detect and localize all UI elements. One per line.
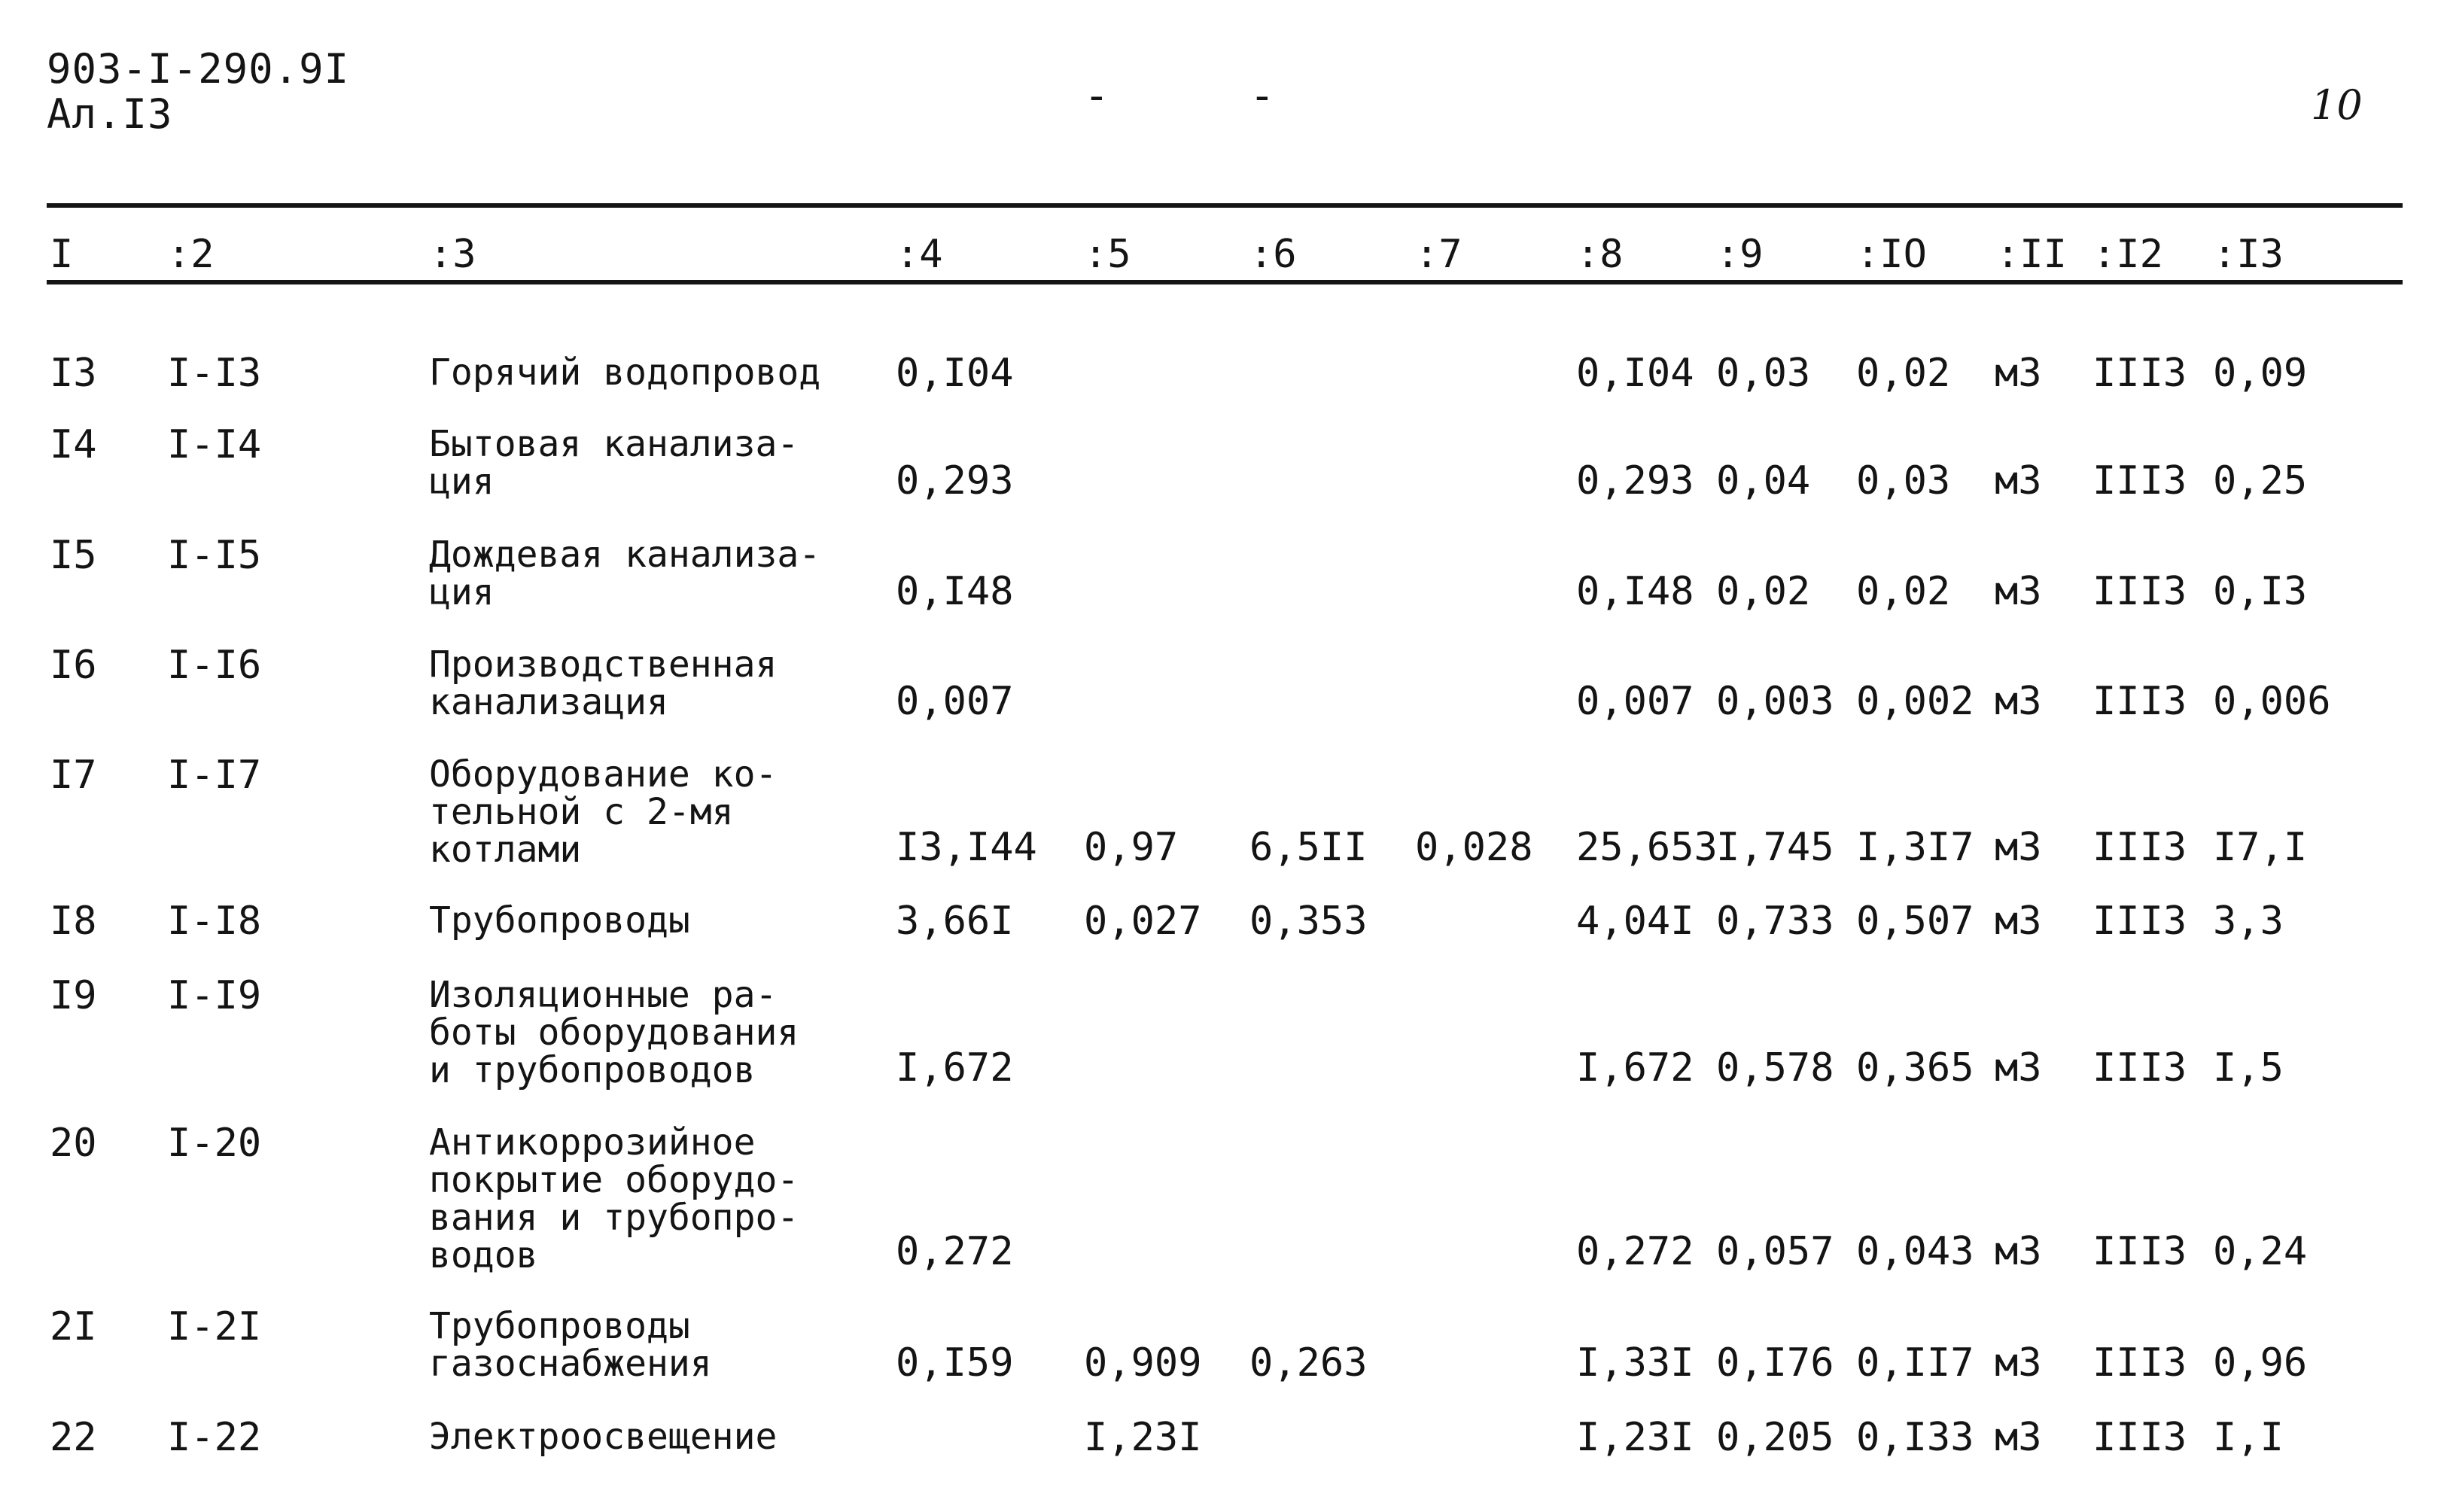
- column-header-5: :5: [1084, 232, 1131, 277]
- work-name: Трубопроводы газоснабжения: [429, 1305, 712, 1385]
- value-col-4: 0,I59: [896, 1340, 1014, 1386]
- value-col-10: 0,507: [1856, 899, 1974, 944]
- value-col-13: 0,96: [2213, 1340, 2308, 1386]
- value-col-9: 0,03: [1716, 351, 1811, 396]
- value-col-9: 0,057: [1716, 1229, 1834, 1274]
- value-col-8: 25,653: [1576, 825, 1718, 870]
- value-col-10: 0,02: [1856, 569, 1951, 614]
- column-header-3: :3: [429, 232, 476, 277]
- value-col-9: 0,205: [1716, 1415, 1834, 1460]
- work-name: Бытовая канализа- ция: [429, 423, 799, 503]
- value-col-13: 0,24: [2213, 1229, 2308, 1274]
- value-col-8: I,23I: [1576, 1415, 1694, 1460]
- dash-mark-2: -: [1249, 71, 1275, 120]
- row-number: I3: [50, 351, 97, 396]
- column-header-2: :2: [167, 232, 215, 277]
- unit: м3: [1995, 1045, 2042, 1091]
- column-header-1: I: [50, 232, 74, 277]
- value-col-7: 0,028: [1415, 825, 1533, 870]
- unit: м3: [1995, 679, 2042, 724]
- value-col-5: 0,97: [1084, 825, 1179, 870]
- value-col-6: 0,263: [1249, 1340, 1368, 1386]
- document-code-line-2: Ал.I3: [47, 90, 173, 138]
- work-name: Трубопроводы: [429, 899, 690, 942]
- value-col-10: 0,I33: [1856, 1415, 1974, 1460]
- value-col-9: 0,04: [1716, 458, 1811, 503]
- value-col-9: 0,02: [1716, 569, 1811, 614]
- row-number: I9: [50, 973, 97, 1018]
- code-col-12: III3: [2092, 569, 2187, 614]
- row-code: I-I8: [167, 899, 262, 944]
- row-code: I-I7: [167, 753, 262, 798]
- row-number: I7: [50, 753, 97, 798]
- column-header-12: :I2: [2092, 232, 2163, 277]
- row-number: I5: [50, 533, 97, 578]
- value-col-8: 0,007: [1576, 679, 1694, 724]
- row-code: I-20: [167, 1121, 262, 1166]
- column-header-9: :9: [1716, 232, 1764, 277]
- code-col-12: III3: [2092, 1415, 2187, 1460]
- value-col-10: 0,043: [1856, 1229, 1974, 1274]
- value-col-13: I,I: [2213, 1415, 2284, 1460]
- page-number: 10: [2311, 81, 2363, 129]
- unit: м3: [1995, 569, 2042, 614]
- value-col-8: 4,04I: [1576, 899, 1694, 944]
- value-col-13: I7,I: [2213, 825, 2308, 870]
- value-col-13: 3,3: [2213, 899, 2284, 944]
- column-header-4: :4: [896, 232, 943, 277]
- column-header-11: :II: [1996, 232, 2067, 277]
- code-col-12: III3: [2092, 1045, 2187, 1091]
- column-header-row: [0, 232, 2444, 278]
- value-col-4: 0,272: [896, 1229, 1014, 1274]
- value-col-10: 0,002: [1856, 679, 1974, 724]
- column-header-8: :8: [1576, 232, 1624, 277]
- value-col-9: 0,733: [1716, 899, 1834, 944]
- unit: м3: [1995, 899, 2042, 944]
- value-col-13: I,5: [2213, 1045, 2284, 1091]
- row-code: I-I4: [167, 422, 262, 467]
- row-number: 2I: [50, 1304, 97, 1349]
- row-number: 22: [50, 1415, 97, 1460]
- value-col-5: I,23I: [1084, 1415, 1202, 1460]
- row-code: I-22: [167, 1415, 262, 1460]
- unit: м3: [1995, 458, 2042, 503]
- code-col-12: III3: [2092, 825, 2187, 870]
- column-header-6: :6: [1249, 232, 1297, 277]
- value-col-4: 0,I04: [896, 351, 1014, 396]
- row-number: I6: [50, 643, 97, 688]
- value-col-9: 0,003: [1716, 679, 1834, 724]
- work-name: Оборудование ко- тельной с 2-мя котлами: [429, 753, 778, 871]
- code-col-12: III3: [2092, 458, 2187, 503]
- column-header-13: :I3: [2213, 232, 2284, 277]
- row-number: I4: [50, 422, 97, 467]
- column-header-7: :7: [1415, 232, 1462, 277]
- code-col-12: III3: [2092, 1229, 2187, 1274]
- value-col-8: 0,272: [1576, 1229, 1694, 1274]
- value-col-4: 0,293: [896, 458, 1014, 503]
- value-col-4: I3,I44: [896, 825, 1037, 870]
- unit: м3: [1995, 351, 2042, 396]
- unit: м3: [1995, 1229, 2042, 1274]
- work-name: Изоляционные ра- боты оборудования и трубопроводов: [429, 974, 799, 1091]
- value-col-13: 0,006: [2213, 679, 2331, 724]
- row-number: 20: [50, 1121, 97, 1166]
- row-code: I-I9: [167, 973, 262, 1018]
- row-code: I-I6: [167, 643, 262, 688]
- row-code: I-I5: [167, 533, 262, 578]
- value-col-10: I,3I7: [1856, 825, 1974, 870]
- value-col-10: 0,II7: [1856, 1340, 1974, 1386]
- value-col-9: 0,I76: [1716, 1340, 1834, 1386]
- value-col-8: 0,I04: [1576, 351, 1694, 396]
- value-col-6: 0,353: [1249, 899, 1368, 944]
- value-col-8: I,672: [1576, 1045, 1694, 1091]
- value-col-13: 0,09: [2213, 351, 2308, 396]
- work-name: Горячий водопровод: [429, 351, 821, 394]
- dash-mark-1: -: [1084, 71, 1109, 120]
- work-name: Дождевая канализа- ция: [429, 534, 821, 613]
- unit: м3: [1995, 825, 2042, 870]
- row-number: I8: [50, 899, 97, 944]
- value-col-4: I,672: [896, 1045, 1014, 1091]
- value-col-9: I,745: [1716, 825, 1834, 870]
- value-col-10: 0,02: [1856, 351, 1951, 396]
- code-col-12: III3: [2092, 899, 2187, 944]
- work-name: Антикоррозийное покрытие оборудо- вания и трубопро- водов: [429, 1121, 799, 1276]
- value-col-13: 0,I3: [2213, 569, 2308, 614]
- unit: м3: [1995, 1340, 2042, 1386]
- code-col-12: III3: [2092, 351, 2187, 396]
- code-col-12: III3: [2092, 679, 2187, 724]
- column-header-10: :IO: [1856, 232, 1927, 277]
- work-name: Производственная канализация: [429, 643, 778, 723]
- value-col-10: 0,03: [1856, 458, 1951, 503]
- code-col-12: III3: [2092, 1340, 2187, 1386]
- row-code: I-2I: [167, 1304, 262, 1349]
- table-header-rule: [47, 280, 2403, 284]
- unit: м3: [1995, 1415, 2042, 1460]
- value-col-9: 0,578: [1716, 1045, 1834, 1091]
- value-col-8: 0,I48: [1576, 569, 1694, 614]
- value-col-4: 0,I48: [896, 569, 1014, 614]
- value-col-6: 6,5II: [1249, 825, 1368, 870]
- work-name: Электроосвещение: [429, 1416, 778, 1458]
- value-col-10: 0,365: [1856, 1045, 1974, 1091]
- value-col-8: 0,293: [1576, 458, 1694, 503]
- value-col-5: 0,027: [1084, 899, 1202, 944]
- document-code-line-1: 903-I-290.9I: [47, 45, 350, 93]
- value-col-5: 0,909: [1084, 1340, 1202, 1386]
- value-col-4: 0,007: [896, 679, 1014, 724]
- table-top-rule: [47, 203, 2403, 208]
- document-code: [47, 47, 349, 137]
- value-col-8: I,33I: [1576, 1340, 1694, 1386]
- value-col-13: 0,25: [2213, 458, 2308, 503]
- value-col-4: 3,66I: [896, 899, 1014, 944]
- row-code: I-I3: [167, 351, 262, 396]
